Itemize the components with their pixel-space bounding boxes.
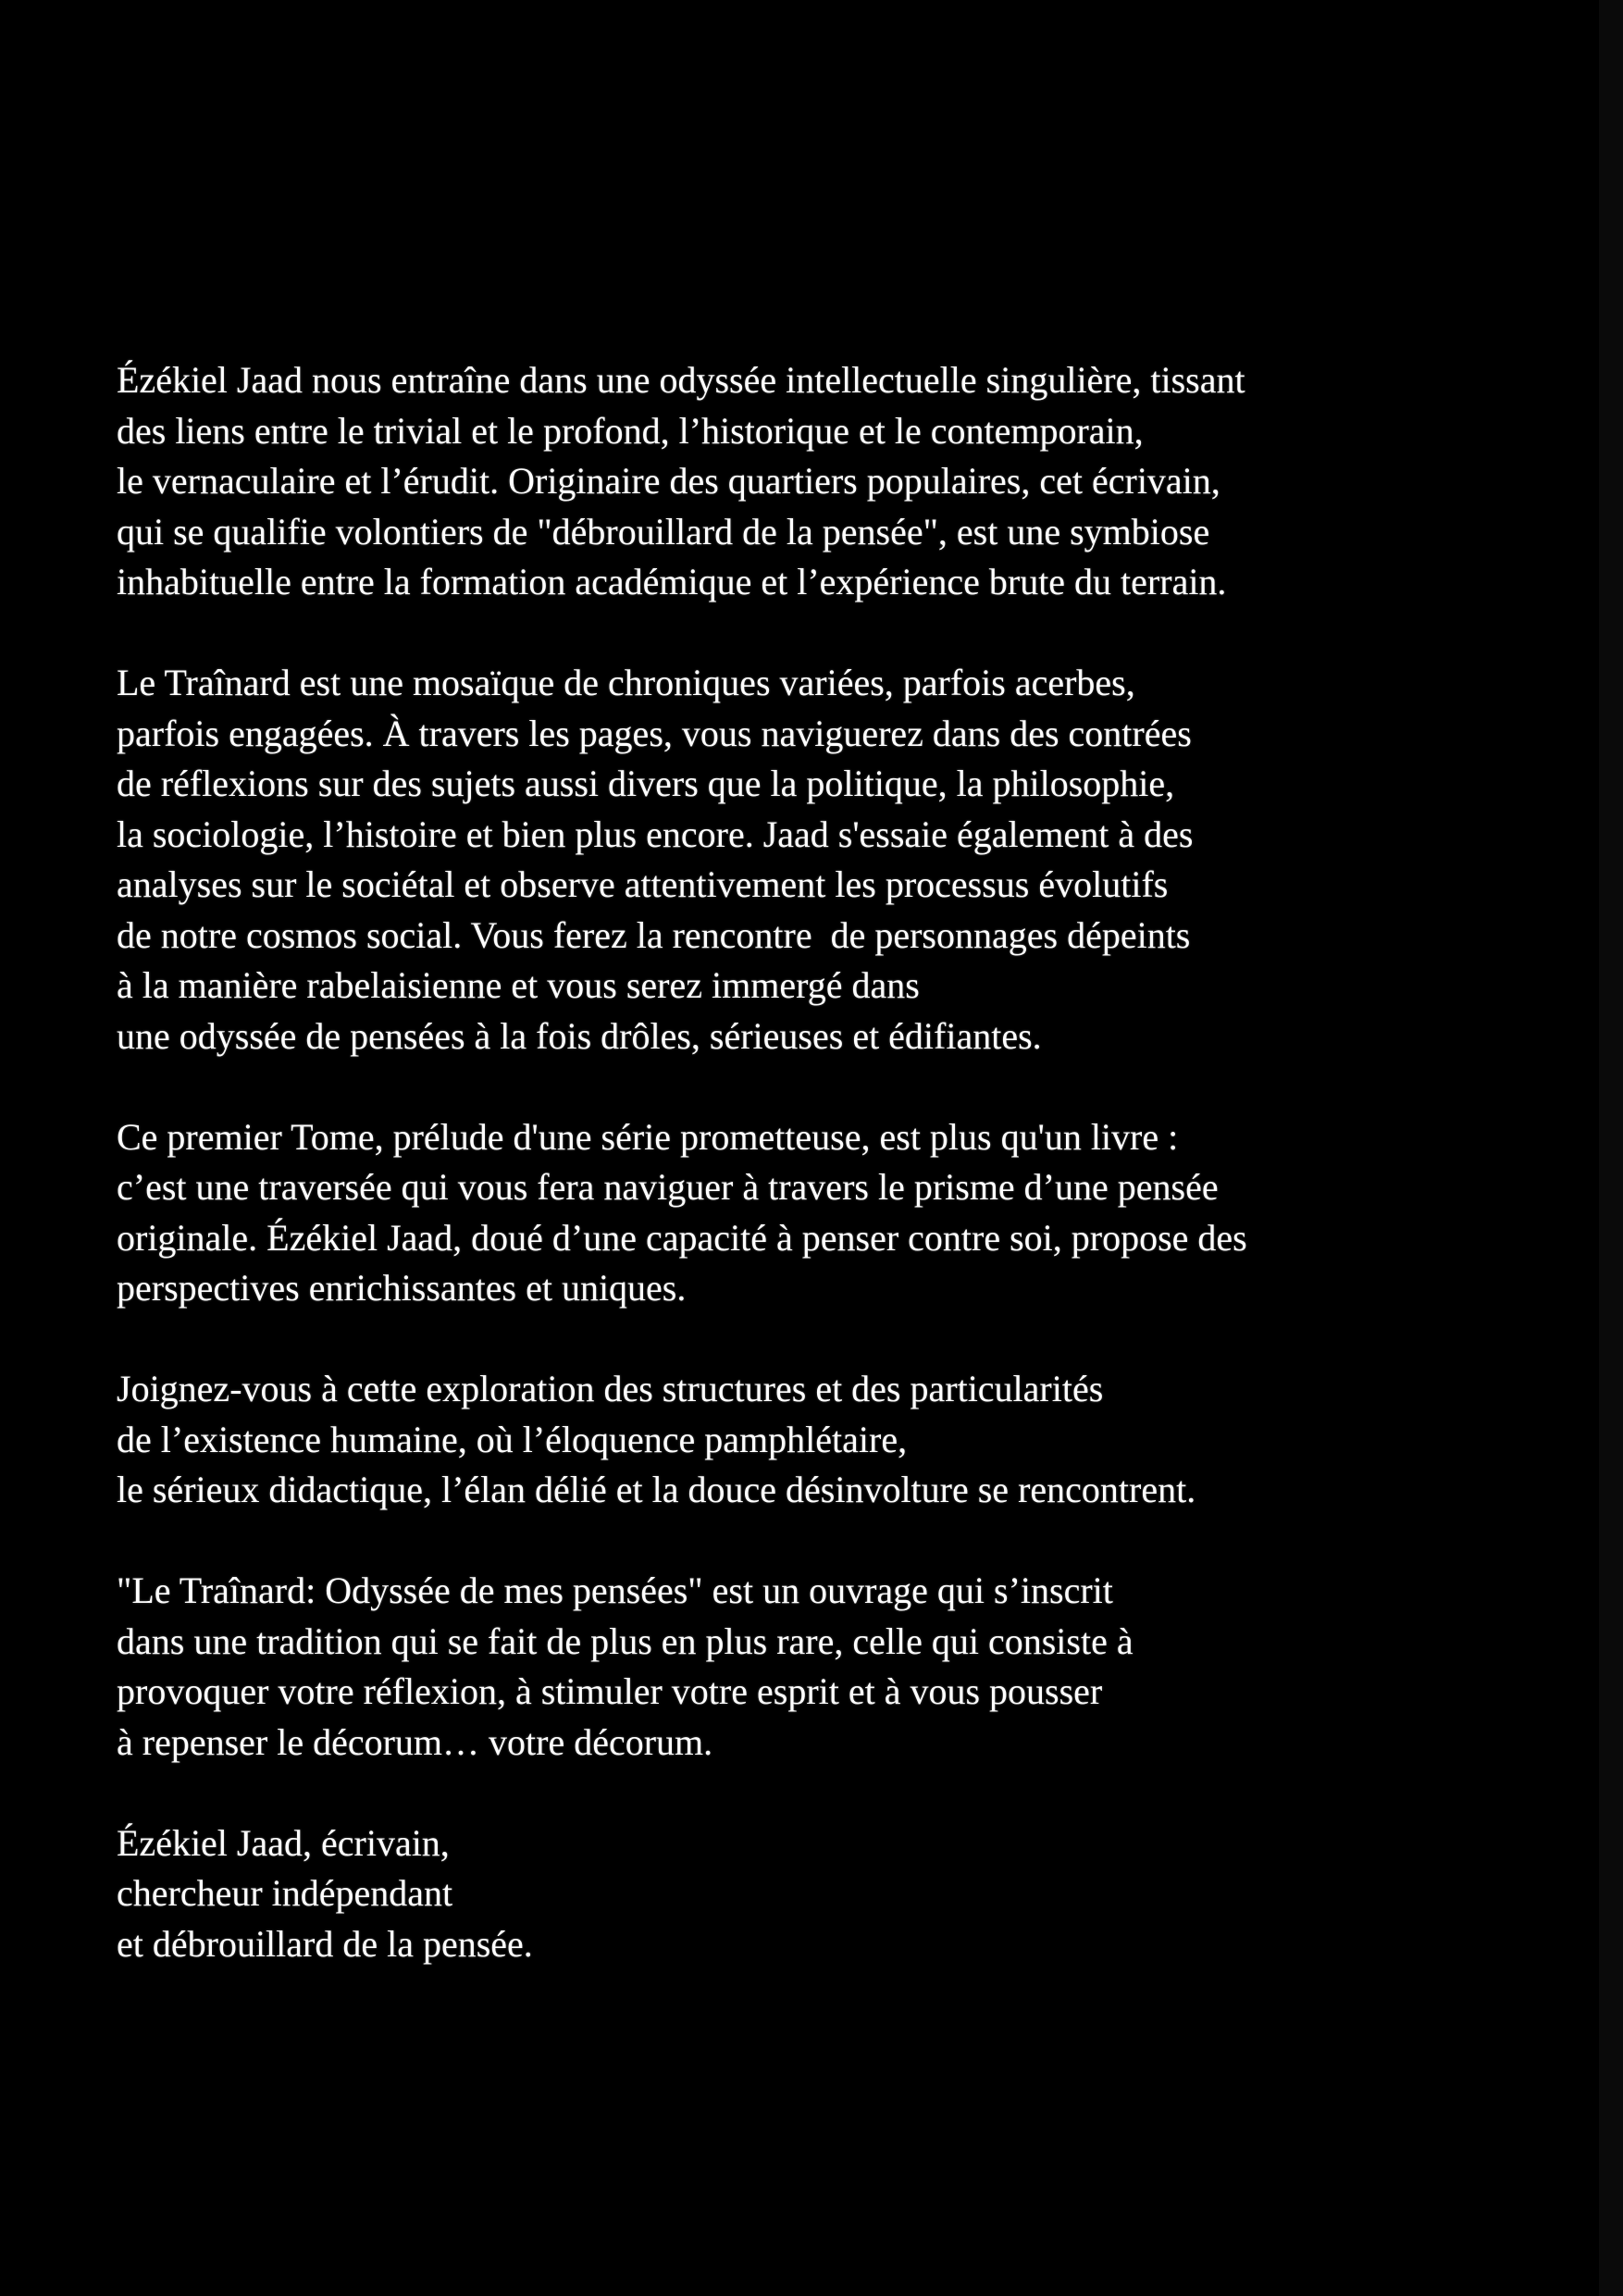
text-line: Joignez-vous à cette exploration des structures et des particularités (117, 1368, 1104, 1409)
text-line: parfois engagées. À travers les pages, vous naviguerez dans des contrées (117, 712, 1192, 754)
text-line: Ézékiel Jaad nous entraîne dans une odyssée intellectuelle singulière, tissant (117, 359, 1245, 401)
text-line: provoquer votre réflexion, à stimuler votre esprit et à vous pousser (117, 1670, 1103, 1712)
text-line: dans une tradition qui se fait de plus en plus rare, celle qui consiste à (117, 1620, 1134, 1662)
text-line: une odyssée de pensées à la fois drôles, sérieuses et édifiantes. (117, 1014, 1042, 1057)
text-line: Le Traînard est une mosaïque de chroniques variées, parfois acerbes, (117, 662, 1135, 703)
text-line: originale. Ézékiel Jaad, doué d’une capacité à penser contre soi, propose des (117, 1216, 1247, 1259)
text-line: le vernaculaire et l’érudit. Originaire des quartiers populaires, cet écrivain, (117, 460, 1220, 502)
text-line: des liens entre le trivial et le profond, l’historique et le contemporain, (117, 409, 1144, 452)
paragraph-mosaic (117, 658, 1560, 1061)
text-line: perspectives enrichissantes et uniques. (117, 1267, 687, 1309)
text-line: qui se qualifie volontiers de "débrouillard de la pensée", est une symbiose (117, 510, 1210, 552)
paragraph-tradition (117, 1566, 1560, 1768)
text-line: de notre cosmos social. Vous ferez la rencontre de personnages dépeints (117, 913, 1191, 956)
text-line: de l’existence humaine, où l’éloquence pamphlétaire, (117, 1418, 908, 1460)
page-edge (1599, 0, 1623, 2296)
text-line: inhabituelle entre la formation académique et l’expérience brute du terrain. (117, 561, 1227, 602)
text-line: analyses sur le sociétal et observe attentivement les processus évolutifs (117, 863, 1169, 905)
text-line: "Le Traînard: Odyssée de mes pensées" est un ouvrage qui s’inscrit (117, 1570, 1113, 1611)
text-line: Ce premier Tome, prélude d'une série prometteuse, est plus qu'un livre : (117, 1115, 1179, 1158)
paragraph-intro (117, 355, 1560, 608)
paragraph-invitation (117, 1364, 1560, 1516)
text-line: le sérieux didactique, l’élan délié et la douce désinvolture se rencontrent. (117, 1469, 1196, 1510)
back-cover-text (117, 355, 1560, 2020)
text-line: Ézékiel Jaad, écrivain, (117, 1821, 450, 1864)
text-line: c’est une traversée qui vous fera naviguer à travers le prisme d’une pensée (117, 1166, 1219, 1208)
paragraph-first-tome (117, 1112, 1560, 1314)
author-signature (117, 1818, 1560, 1970)
text-line: à la manière rabelaisienne et vous serez immergé dans (117, 964, 920, 1006)
text-line: de réflexions sur des sujets aussi divers que la politique, la philosophie, (117, 763, 1175, 804)
text-line: et débrouillard de la pensée. (117, 1922, 533, 1965)
text-line: à repenser le décorum… votre décorum. (117, 1720, 713, 1763)
text-line: la sociologie, l’histoire et bien plus encore. Jaad s'essaie également à des (117, 813, 1194, 855)
text-line: chercheur indépendant (117, 1872, 453, 1914)
